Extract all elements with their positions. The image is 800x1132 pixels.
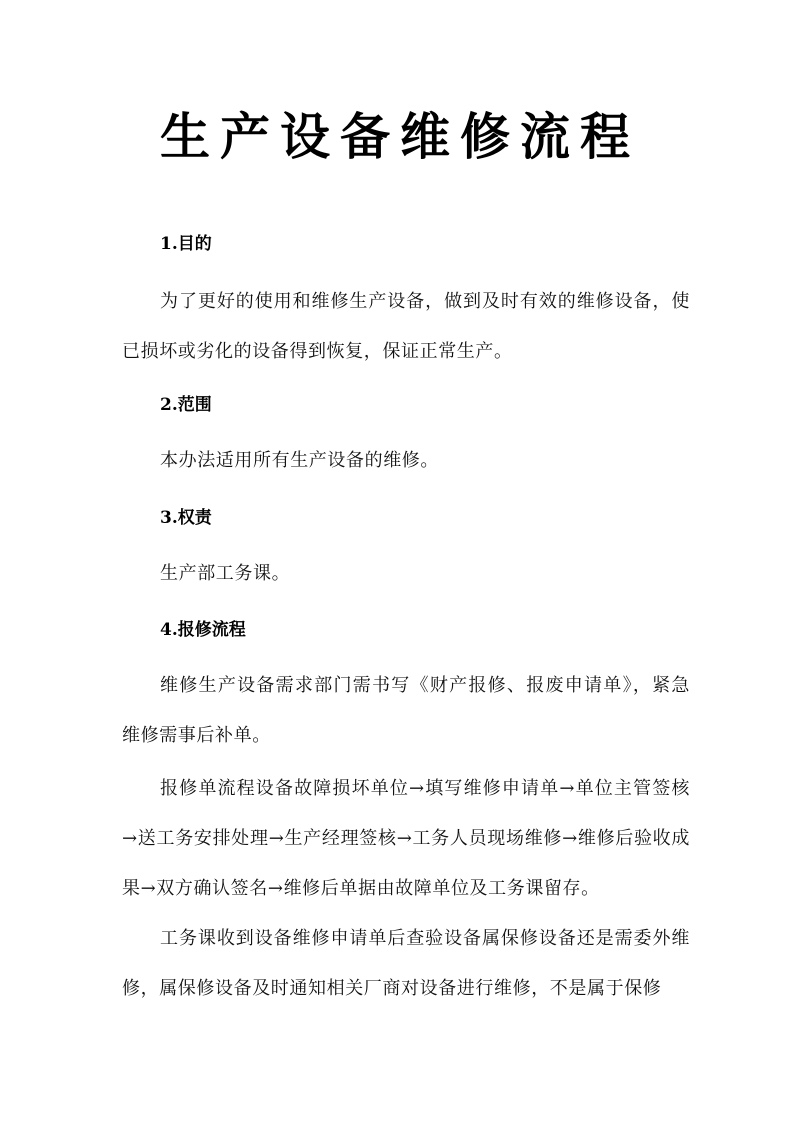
section-heading-scope: 2.范围	[160, 395, 212, 415]
section-heading-responsibility: 3.权责	[160, 508, 212, 528]
section-paragraph-repair-request: 维修生产设备需求部门需书写《财产报修、报废申请单》，紧急维修需事后补单。	[122, 675, 690, 746]
section-heading-repair-flow: 4.报修流程	[160, 620, 246, 640]
section-heading-purpose: 1.目的	[160, 234, 212, 254]
section-paragraph-responsibility: 生产部工务课。	[160, 563, 291, 584]
section-paragraph-purpose: 为了更好的使用和维修生产设备，做到及时有效的维修设备，使已损坏或劣化的设备得到恢复，保证正常生产。	[122, 291, 690, 362]
section-paragraph-scope: 本办法适用所有生产设备的维修。	[160, 450, 439, 471]
section-paragraph-repair-process: 报修单流程设备故障损坏单位→填写维修申请单→单位主管签核→送工务安排处理→生产经理签核→工务人员现场维修→维修后验收成果→双方确认签名→维修后单据由故障单位及工务课留存。	[122, 778, 690, 899]
document-title: 生产设备维修流程	[160, 108, 640, 166]
section-paragraph-repair-handling: 工务课收到设备维修申请单后查验设备属保修设备还是需委外维修，属保修设备及时通知相关厂商对设备进行维修，不是属于保修	[122, 928, 690, 999]
